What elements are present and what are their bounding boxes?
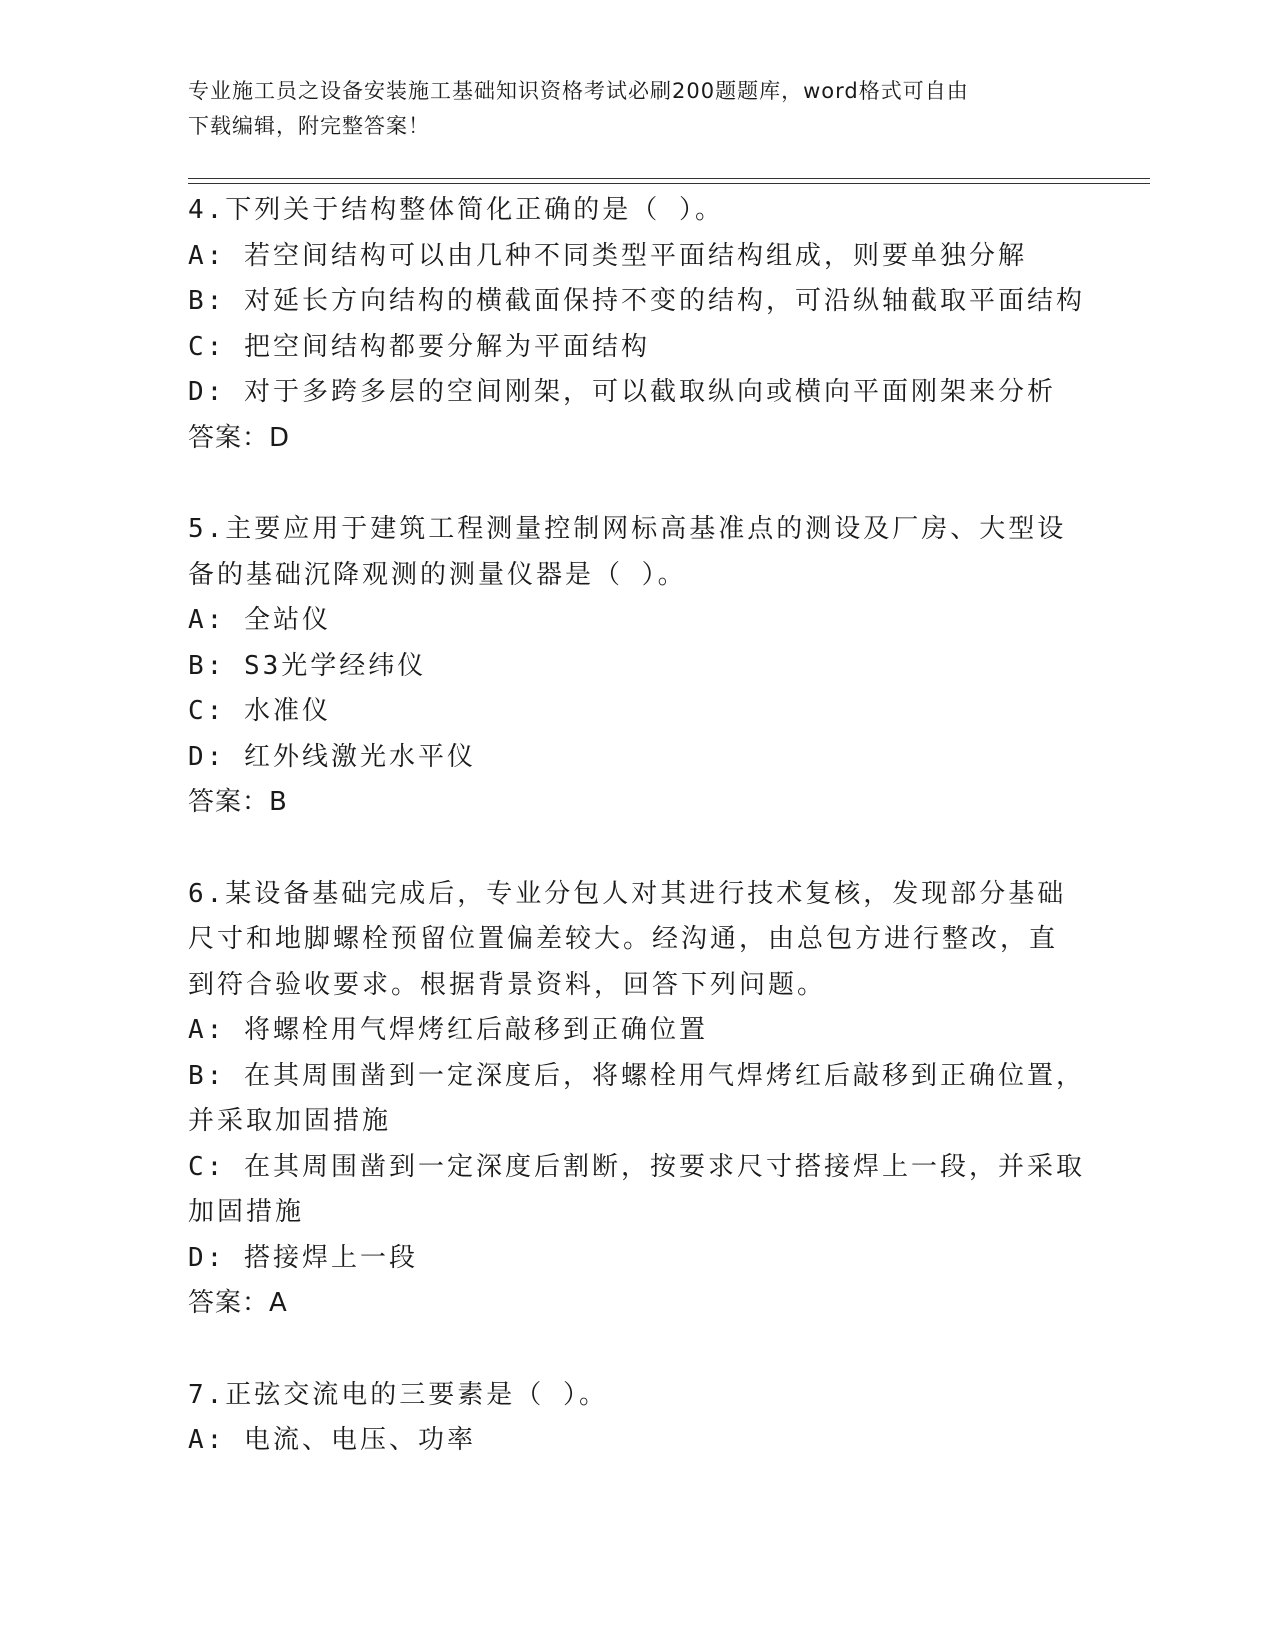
question-stem: 备的基础沉降观测的测量仪器是（ ）。 xyxy=(188,559,687,590)
question-stem: 到符合验收要求。根据背景资料，回答下列问题。 xyxy=(188,969,827,1000)
option-c: C: 把空间结构都要分解为平面结构 xyxy=(188,331,650,362)
question-5 xyxy=(188,507,1088,826)
question-stem: 7.正弦交流电的三要素是（ ）。 xyxy=(188,1379,608,1410)
option-b: B: 在其周围凿到一定深度后，将螺栓用气焊烤红后敲移到正确位置， xyxy=(188,1060,1085,1091)
question-7 xyxy=(188,1373,1088,1464)
option-c: C: 在其周围凿到一定深度后割断，按要求尺寸搭接焊上一段，并采取 xyxy=(188,1151,1085,1182)
option-a: A: 若空间结构可以由几种不同类型平面结构组成，则要单独分解 xyxy=(188,240,1027,271)
option-c-continued: 加固措施 xyxy=(188,1197,305,1227)
header-line-2: 下载编辑，附完整答案！ xyxy=(188,114,430,138)
option-d: D: 搭接焊上一段 xyxy=(188,1242,418,1273)
option-a: A: 全站仪 xyxy=(188,605,331,635)
question-list xyxy=(188,188,1088,1510)
question-4 xyxy=(188,188,1088,461)
answer: 答案：D xyxy=(188,422,291,453)
option-a: A: 将螺栓用气焊烤红后敲移到正确位置 xyxy=(188,1015,708,1045)
answer: 答案：A xyxy=(188,1288,288,1318)
option-a: A: 电流、电压、功率 xyxy=(188,1425,476,1455)
header-divider-bottom xyxy=(188,183,1150,184)
header-line-1: 专业施工员之设备安装施工基础知识资格考试必刷200题题库，word格式可自由 xyxy=(188,79,969,103)
option-b: B: 对延长方向结构的横截面保持不变的结构，可沿纵轴截取平面结构 xyxy=(188,286,1085,316)
question-stem: 尺寸和地脚螺栓预留位置偏差较大。经沟通，由总包方进行整改，直 xyxy=(188,924,1059,954)
answer: 答案：B xyxy=(188,787,288,817)
question-stem: 4.下列关于结构整体简化正确的是（ ）。 xyxy=(188,195,724,225)
header-divider-top xyxy=(188,178,1150,179)
option-b-continued: 并采取加固措施 xyxy=(188,1106,392,1136)
question-6 xyxy=(188,872,1088,1327)
document-header xyxy=(188,74,1088,144)
option-d: D: 对于多跨多层的空间刚架，可以截取纵向或横向平面刚架来分析 xyxy=(188,377,1056,407)
option-b: B: S3光学经纬仪 xyxy=(188,650,427,681)
question-stem: 5.主要应用于建筑工程测量控制网标高基准点的测设及厂房、大型设 xyxy=(188,514,1067,544)
option-d: D: 红外线激光水平仪 xyxy=(188,741,476,772)
question-stem: 6.某设备基础完成后，专业分包人对其进行技术复核，发现部分基础 xyxy=(188,878,1067,909)
option-c: C: 水准仪 xyxy=(188,696,331,726)
